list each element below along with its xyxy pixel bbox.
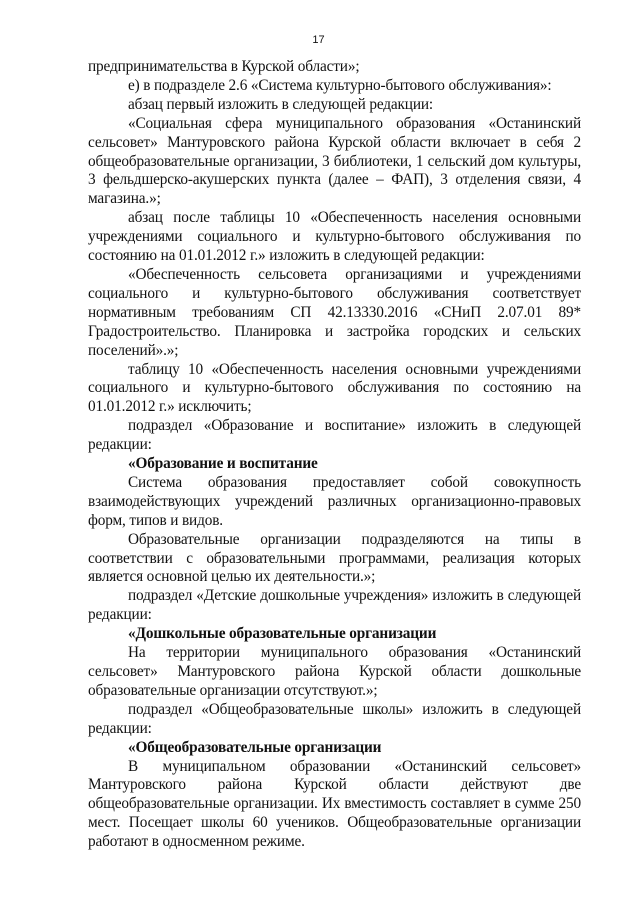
paragraph-table-exclude: таблицу 10 «Обеспеченность населения основными учреждениями социального и культурно-бытового обслуживания по состоянию на 01.01.2012 г.» исключить; <box>88 360 581 416</box>
paragraph-instruction-first: абзац первый изложить в следующей редакции: <box>128 95 434 113</box>
paragraph-continuation: предпринимательства в Курской области»; <box>88 58 360 75</box>
paragraph-provision: «Обеспеченность сельсовета организациями и учреждениями социального и культурно-бытового обслуживания соответствует нормативным требованиям СП 42.13330.2016 «СНиП 2.07.01 89* Градостроительство. Планировка и застройка городских и сельских поселений».»; <box>88 265 581 359</box>
paragraph-instruction-schools: подраздел «Общеобразовательные школы» изложить в следующей редакции: <box>88 700 581 737</box>
page-number: 17 <box>312 34 325 46</box>
paragraph-subsection-2-6: е) в подразделе 2.6 «Система культурно-бытового обслуживания»: <box>128 76 552 94</box>
paragraph-education-system: Система образования предоставляет собой совокупность взаимодействующих учреждений различных организационно-правовых форм, типов и видов. <box>88 473 581 529</box>
heading-education: «Образование и воспитание <box>128 455 318 473</box>
paragraph-instruction-education: подраздел «Образование и воспитание» изложить в следующей редакции: <box>88 417 581 454</box>
heading-general-education: «Общеобразовательные организации <box>128 738 382 756</box>
heading-preschool: «Дошкольные образовательные организации <box>128 625 437 643</box>
paragraph-instruction-after-table: абзац после таблицы 10 «Обеспеченность населения основными учреждениями социального и культурно-бытового обслуживания по состоянию на 01.01.2012 г.» изложить в следующей редакции: <box>88 209 581 265</box>
paragraph-general-education: В муниципальном образовании «Останинский сельсовет» Мантуровского района Курской области действуют две общеобразовательные организации. Их вместимость составляет в сумме 250 мест. Посещает школы 60 учеников. Общеобразовательные организации работают в односменном режиме. <box>88 757 581 851</box>
paragraph-instruction-preschool: подраздел «Детские дошкольные учреждения» изложить в следующей редакции: <box>88 587 581 624</box>
document-body <box>88 58 581 852</box>
paragraph-education-types: Образовательные организации подразделяются на типы в соответствии с образовательными программами, реализация которых является основной целью их деятельности.»; <box>88 530 581 586</box>
paragraph-social-sphere: «Социальная сфера муниципального образования «Останинский сельсовет» Мантуровского района Курской области включает в себя 2 общеобразовательные организации, 3 библиотеки, 1 сельский дом культуры, 3 фельдшерско-акушерских пункта (далее – ФАП), 3 отделения связи, 4 магазина.»; <box>88 114 581 208</box>
paragraph-preschool: На территории муниципального образования «Останинский сельсовет» Мантуровского района Курской области дошкольные образовательные организации отсутствуют.»; <box>88 644 581 699</box>
